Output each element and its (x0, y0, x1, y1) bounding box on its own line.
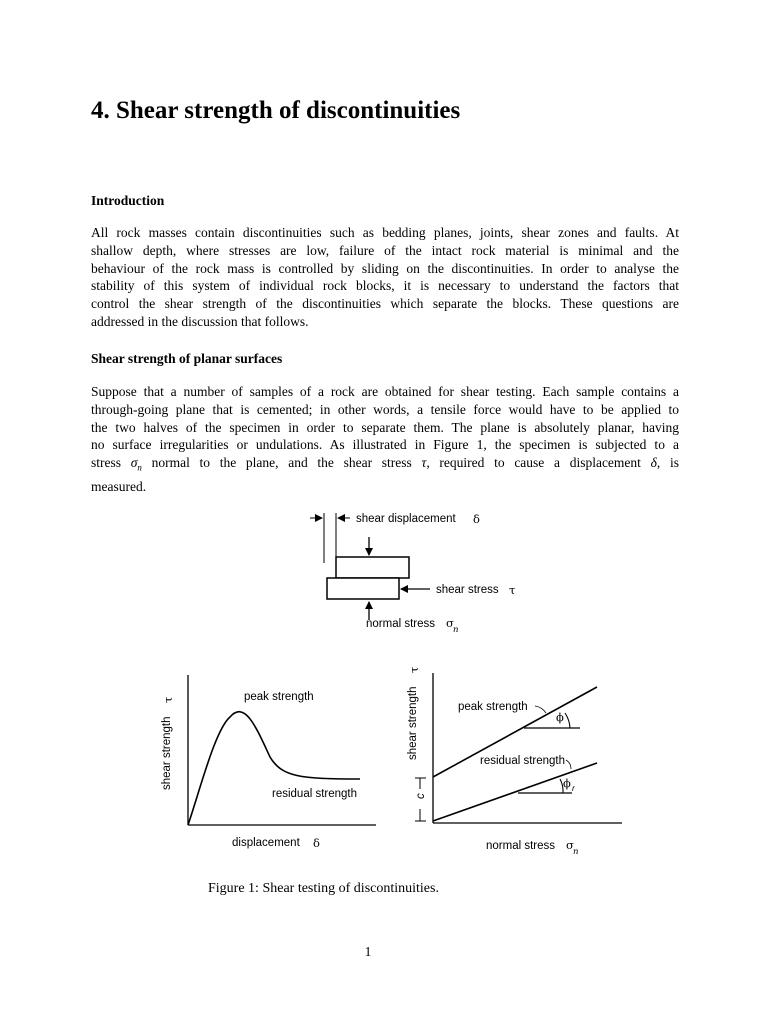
symbol-char: σ (130, 455, 138, 471)
shear-curve (188, 712, 360, 825)
tau-symbol: τ (421, 455, 427, 471)
text-line: behaviour of the rock mass is controlled by sliding on the discontinuities. In order to analyse the (91, 260, 679, 276)
shear-vs-displacement-plot (161, 675, 376, 850)
section-heading-planar-surfaces: Shear strength of planar surfaces (91, 351, 283, 366)
shear-displacement-label: shear displacement (356, 513, 456, 525)
sigma-symbol: σ (446, 616, 454, 630)
text-line: stability of this system of individual rock blocks, it is necessary to understand the factors that (91, 278, 679, 294)
y-axis-label: shear strength (161, 716, 173, 790)
sigma-subscript: n (453, 625, 459, 635)
peak-strength-label: peak strength (458, 701, 528, 713)
x-axis-subscript: n (573, 847, 579, 857)
shear-box-diagram (310, 512, 515, 635)
text-line: shallow depth, where stresses are low, failure of the intact rock material is minimal and the (91, 242, 679, 258)
page-number: 1 (364, 944, 372, 959)
normal-stress-label: normal stress (366, 618, 436, 630)
x-axis-label: displacement (232, 837, 300, 849)
shear-testing-figure (0, 495, 768, 875)
residual-strength-label: residual strength (272, 788, 358, 800)
sigma-symbol (130, 455, 142, 473)
x-axis-label: normal stress (486, 840, 556, 852)
text-fragment: , is (656, 455, 679, 471)
phi-r-symbol: ϕ (563, 776, 571, 790)
shear-vs-normal-stress-plot (407, 667, 622, 857)
text-fragment: , required to cause a displacement (426, 455, 651, 471)
text-line: Suppose that a number of samples of a rock are obtained for shear testing. Each sample contains a (91, 384, 679, 399)
tau-symbol: τ (509, 583, 516, 597)
y-axis-symbol: τ (407, 666, 421, 673)
peak-label-leader (535, 706, 546, 713)
shear-stress-label: shear stress (436, 584, 499, 596)
lower-specimen-block (327, 578, 399, 599)
text-fragment: stress (91, 455, 131, 471)
y-axis-label: shear strength (407, 686, 419, 760)
text-line: addressed in the discussion that follows. (91, 313, 309, 329)
x-axis-symbol: σ (566, 838, 574, 852)
section-heading-introduction: Introduction (91, 193, 165, 208)
x-axis-symbol: δ (313, 836, 320, 850)
text-line: control the shear strength of the discontinuities which separate the blocks. These questions are (91, 296, 679, 312)
delta-symbol: δ (473, 512, 480, 526)
phi-r-subscript: r (572, 783, 575, 793)
text-line: measured. (91, 478, 147, 494)
phi-symbol: ϕ (556, 710, 564, 724)
text-fragment: normal to the plane, and the shear stress (141, 455, 422, 471)
upper-specimen-block (336, 557, 409, 578)
residual-strength-label: residual strength (480, 755, 566, 767)
text-line-with-symbols (91, 454, 679, 477)
text-line: through-going plane that is cemented; in other words, a tensile force would have to be applied to (91, 401, 679, 417)
text-line: All rock masses contain discontinuities such as bedding planes, joints, shear zones and faults. At (91, 225, 679, 240)
figure-caption: Figure 1: Shear testing of discontinuities. (208, 881, 439, 896)
text-line: no surface irregularities or undulations. As illustrated in Figure 1, the specimen is subjected to a (91, 437, 679, 453)
text-line: the two halves of the specimen in order to separate them. The plane is absolutely planar, having (91, 419, 679, 435)
symbol-subscript: n (137, 462, 142, 473)
cohesion-label: c (415, 793, 427, 799)
introduction-paragraph (91, 224, 679, 331)
chapter-title: 4. Shear strength of discontinuities (91, 97, 461, 124)
phi-angle-arc (565, 713, 570, 728)
y-axis-symbol: τ (161, 696, 175, 703)
planar-surfaces-paragraph (91, 383, 679, 495)
residual-label-leader (566, 760, 571, 769)
peak-strength-label: peak strength (244, 691, 314, 703)
delta-symbol: δ (650, 455, 657, 471)
